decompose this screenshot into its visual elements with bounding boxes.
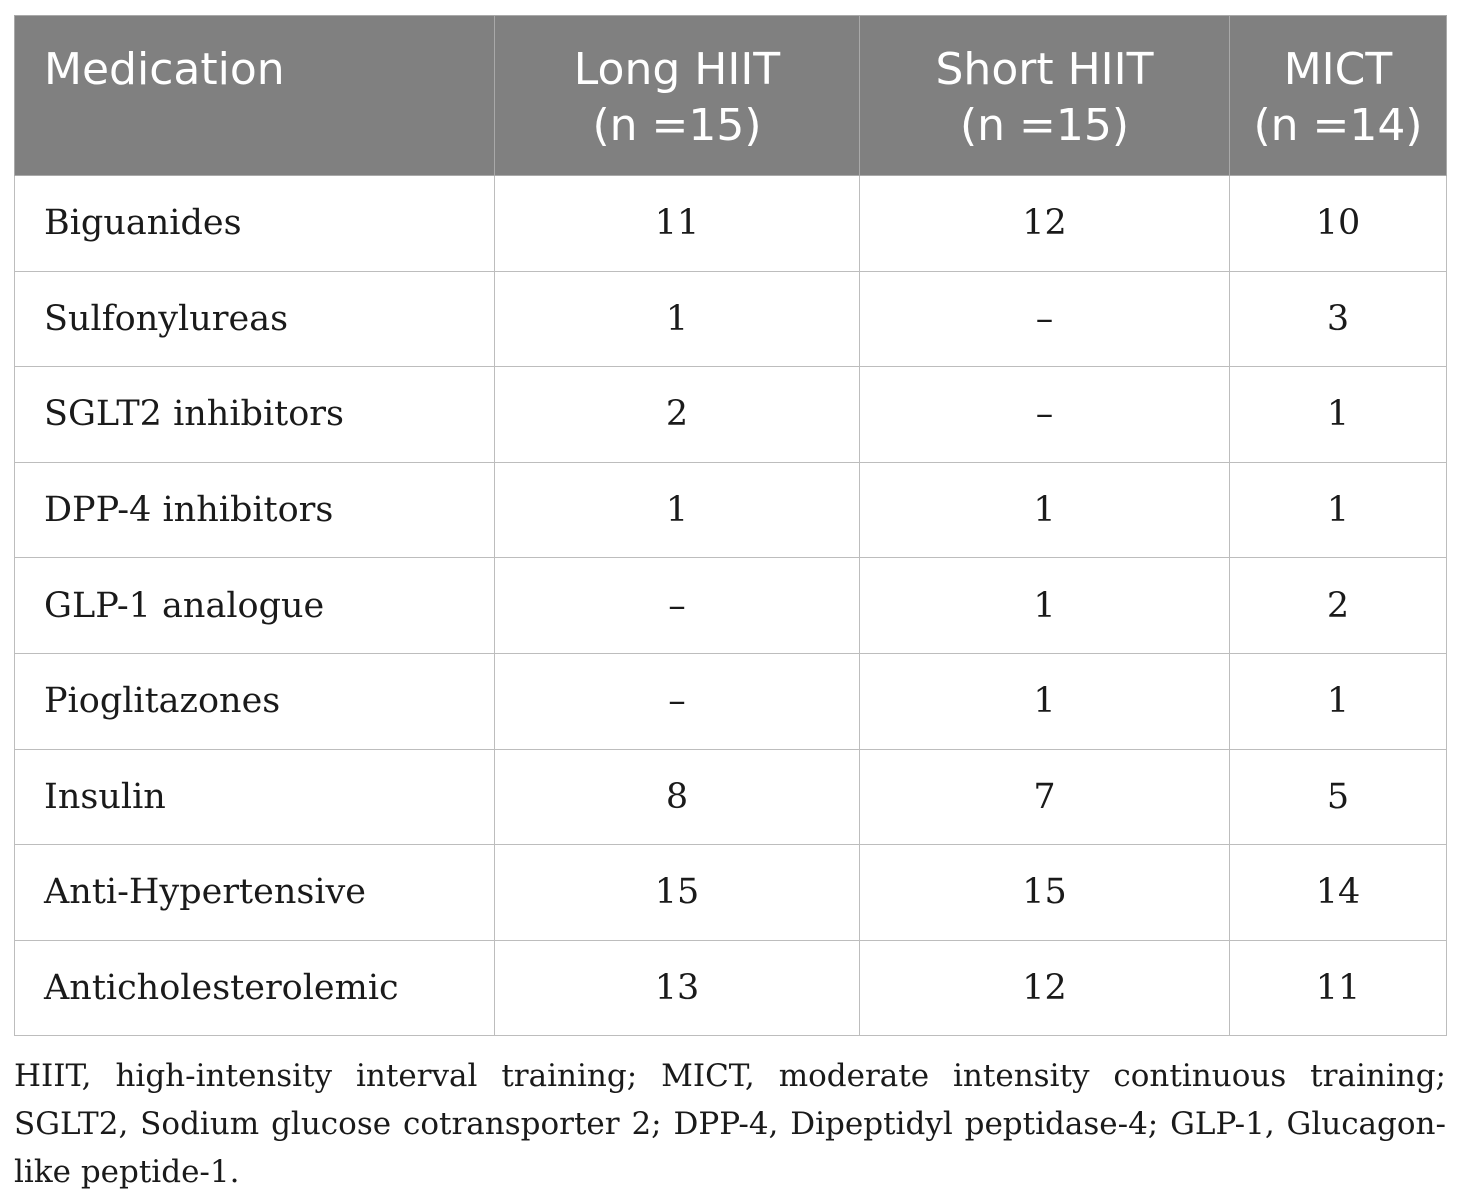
header-mict-label: MICT	[1283, 44, 1393, 95]
long-hiit-cell: 2	[495, 367, 860, 463]
long-hiit-cell: –	[495, 558, 860, 654]
medication-name-cell: DPP-4 inhibitors	[15, 462, 495, 558]
table-header-row	[15, 16, 1447, 176]
header-mict	[1230, 16, 1447, 176]
header-long-hiit-n: (n =15)	[592, 100, 762, 151]
mict-cell: 3	[1230, 271, 1447, 367]
table-row	[15, 558, 1447, 654]
mict-cell: 1	[1230, 653, 1447, 749]
short-hiit-cell: –	[860, 271, 1230, 367]
header-short-hiit	[860, 16, 1230, 176]
mict-cell: 1	[1230, 462, 1447, 558]
medication-name-cell: SGLT2 inhibitors	[15, 367, 495, 463]
long-hiit-cell: –	[495, 653, 860, 749]
long-hiit-cell: 1	[495, 462, 860, 558]
short-hiit-cell: 7	[860, 749, 1230, 845]
header-long-hiit	[495, 16, 860, 176]
short-hiit-cell: 1	[860, 653, 1230, 749]
long-hiit-cell: 13	[495, 940, 860, 1036]
table-row	[15, 845, 1447, 941]
medication-table	[14, 15, 1447, 1036]
medication-name-cell: Anticholesterolemic	[15, 940, 495, 1036]
long-hiit-cell: 1	[495, 271, 860, 367]
table-row	[15, 653, 1447, 749]
short-hiit-cell: 1	[860, 558, 1230, 654]
short-hiit-cell: 12	[860, 940, 1230, 1036]
short-hiit-cell: –	[860, 367, 1230, 463]
table-row	[15, 176, 1447, 272]
short-hiit-cell: 1	[860, 462, 1230, 558]
medication-table-container	[14, 15, 1446, 1036]
long-hiit-cell: 8	[495, 749, 860, 845]
medication-name-cell: Anti-Hypertensive	[15, 845, 495, 941]
medication-name-cell: Insulin	[15, 749, 495, 845]
table-row	[15, 749, 1447, 845]
mict-cell: 11	[1230, 940, 1447, 1036]
short-hiit-cell: 15	[860, 845, 1230, 941]
mict-cell: 1	[1230, 367, 1447, 463]
long-hiit-cell: 11	[495, 176, 860, 272]
medication-name-cell: GLP-1 analogue	[15, 558, 495, 654]
mict-cell: 14	[1230, 845, 1447, 941]
medication-name-cell: Biguanides	[15, 176, 495, 272]
mict-cell: 10	[1230, 176, 1447, 272]
table-footnote: HIIT, high-intensity interval training; MICT, moderate intensity continuous training; SGLT2, Sodium glucose cotransporter 2; DPP-4, Dipeptidyl peptidase-4; GLP-1, Glucagon-like peptide-1.	[14, 1058, 1446, 1190]
mict-cell: 5	[1230, 749, 1447, 845]
table-row	[15, 940, 1447, 1036]
header-short-hiit-label: Short HIIT	[935, 44, 1154, 95]
short-hiit-cell: 12	[860, 176, 1230, 272]
long-hiit-cell: 15	[495, 845, 860, 941]
header-mict-n: (n =14)	[1253, 100, 1423, 151]
table-row	[15, 271, 1447, 367]
table-row	[15, 367, 1447, 463]
header-medication	[15, 16, 495, 176]
header-medication-label: Medication	[44, 44, 285, 95]
medication-name-cell: Pioglitazones	[15, 653, 495, 749]
header-short-hiit-n: (n =15)	[959, 100, 1130, 151]
header-long-hiit-label: Long HIIT	[573, 44, 781, 95]
medication-name-cell: Sulfonylureas	[15, 271, 495, 367]
mict-cell: 2	[1230, 558, 1447, 654]
table-row	[15, 462, 1447, 558]
